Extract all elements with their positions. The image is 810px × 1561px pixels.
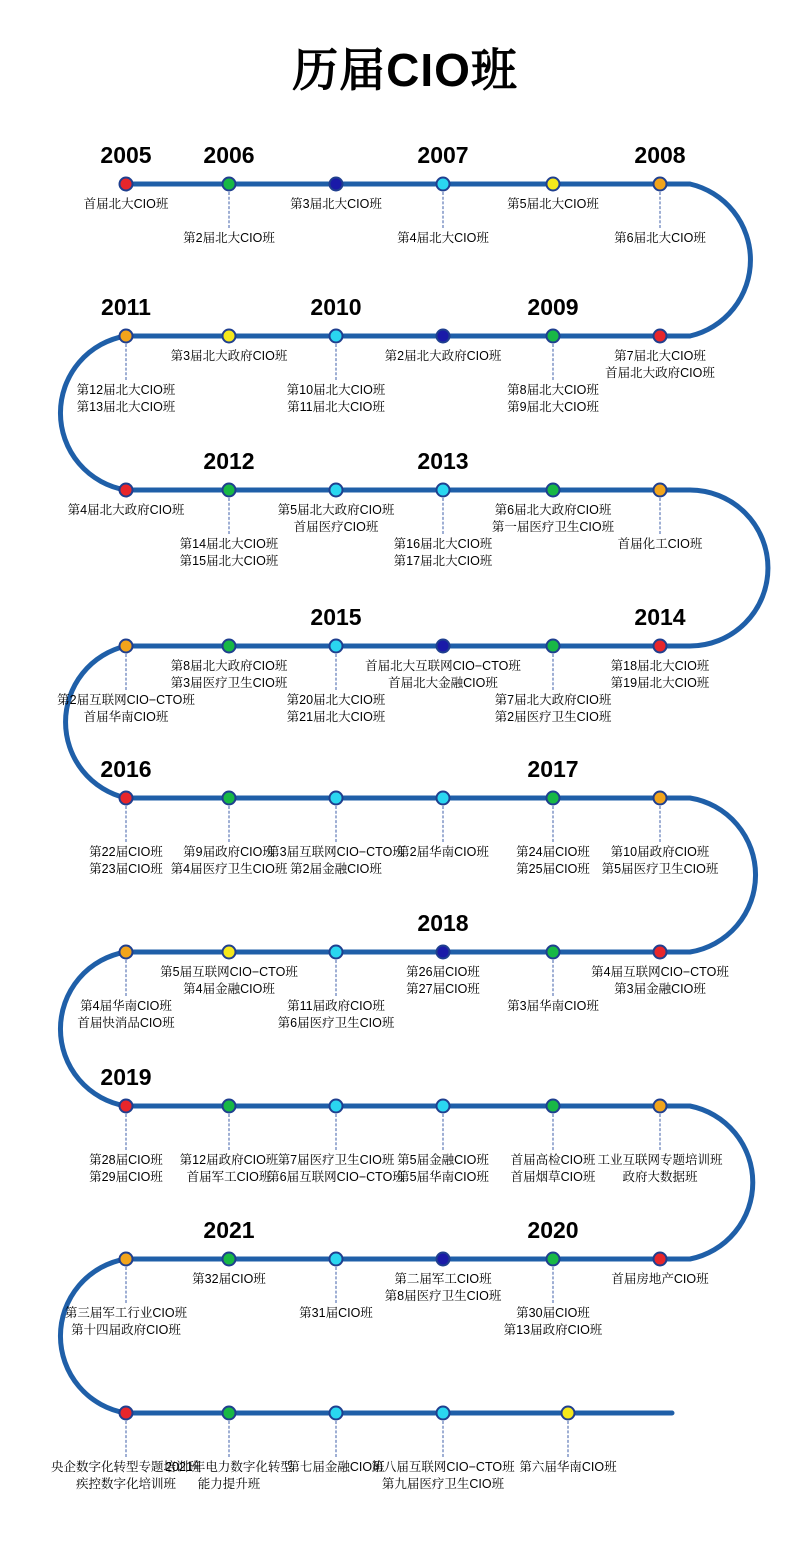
timeline-node-dot[interactable] xyxy=(119,177,134,192)
timeline-node-dot[interactable] xyxy=(436,791,451,806)
timeline-node-label: 央企数字化转型专题培训班 疾控数字化培训班 xyxy=(50,1460,202,1491)
year-label: 2011 xyxy=(101,294,151,320)
year-label: 2014 xyxy=(634,604,686,630)
timeline-node-label: 第4届北大CIO班 xyxy=(397,231,489,245)
timeline-node-label: 第2届华南CIO班 xyxy=(397,845,489,859)
timeline-node-dot[interactable] xyxy=(222,177,237,192)
timeline-node-dot[interactable] xyxy=(222,1099,237,1114)
timeline-node-label: 第10届政府CIO班 第5届医疗卫生CIO班 xyxy=(601,845,719,876)
timeline-node-dot[interactable] xyxy=(222,791,237,806)
timeline-node-label: 第六届华南CIO班 xyxy=(519,1460,617,1474)
timeline-node-dot[interactable] xyxy=(119,1406,134,1421)
timeline-node-dot[interactable] xyxy=(436,1252,451,1267)
timeline-node-dot[interactable] xyxy=(653,945,668,960)
timeline-node-dot[interactable] xyxy=(222,1406,237,1421)
timeline-node-dot[interactable] xyxy=(546,1099,561,1114)
year-label: 2017 xyxy=(527,756,579,782)
timeline-node-label: 首届房地产CIO班 xyxy=(611,1272,709,1286)
timeline-node-dot[interactable] xyxy=(222,329,237,344)
timeline-node-dot[interactable] xyxy=(561,1406,576,1421)
timeline-node-dot[interactable] xyxy=(546,1252,561,1267)
timeline-node-label: 第12届北大CIO班 第13届北大CIO班 xyxy=(76,383,176,414)
connector-dash xyxy=(336,344,337,380)
timeline-node-label: 第31届CIO班 xyxy=(299,1306,373,1320)
year-label: 2008 xyxy=(634,142,686,168)
connector-dash xyxy=(336,960,337,996)
timeline-node-label: 第32届CIO班 xyxy=(192,1272,266,1286)
timeline-node-dot[interactable] xyxy=(436,639,451,654)
timeline-node-label: 第20届北大CIO班 第21届北大CIO班 xyxy=(286,693,386,724)
timeline-node-dot[interactable] xyxy=(329,177,344,192)
timeline-node-dot[interactable] xyxy=(119,329,134,344)
connector-dash xyxy=(126,654,127,690)
timeline-node-dot[interactable] xyxy=(653,177,668,192)
connector-dash xyxy=(660,806,661,842)
connector-dash xyxy=(553,960,554,996)
timeline-node-dot[interactable] xyxy=(653,483,668,498)
timeline-node-label: 第10届北大CIO班 第11届北大CIO班 xyxy=(286,383,386,414)
connector-dash xyxy=(126,344,127,380)
timeline-node-dot[interactable] xyxy=(329,1252,344,1267)
year-label: 2015 xyxy=(310,604,362,630)
timeline-node-label: 第4届互联网CIO−CTO班 第3届金融CIO班 xyxy=(591,965,729,996)
year-label: 2007 xyxy=(417,142,469,168)
timeline-node-label: 首届高检CIO班 首届烟草CIO班 xyxy=(510,1153,596,1184)
timeline-node-dot[interactable] xyxy=(653,1099,668,1114)
timeline-node-label: 第二届军工CIO班 第8届医疗卫生CIO班 xyxy=(384,1272,502,1303)
connector-dash xyxy=(553,654,554,690)
timeline-node-label: 第2届北大政府CIO班 xyxy=(384,349,502,363)
timeline-node-dot[interactable] xyxy=(546,639,561,654)
timeline-node-dot[interactable] xyxy=(436,329,451,344)
timeline-node-dot[interactable] xyxy=(119,1252,134,1267)
connector-dash xyxy=(553,1267,554,1303)
timeline-node-dot[interactable] xyxy=(119,945,134,960)
connector-dash xyxy=(660,192,661,228)
connector-dash xyxy=(553,806,554,842)
connector-dash xyxy=(229,806,230,842)
timeline-node-label: 首届北大CIO班 xyxy=(83,197,169,211)
timeline-node-dot[interactable] xyxy=(222,1252,237,1267)
timeline-node-label: 第八届互联网CIO−CTO班 第九届医疗卫生CIO班 xyxy=(371,1460,515,1491)
timeline-node-label: 第4届北大政府CIO班 xyxy=(67,503,185,517)
timeline-node-label: 第2届北大CIO班 xyxy=(183,231,275,245)
timeline-node-label: 第2届互联网CIO−CTO班 首届华南CIO班 xyxy=(57,693,195,724)
connector-dash xyxy=(126,1421,127,1457)
timeline-node-label: 第16届北大CIO班 第17届北大CIO班 xyxy=(393,537,493,568)
connector-dash xyxy=(126,1267,127,1303)
timeline-node-label: 第12届政府CIO班 首届军工CIO班 xyxy=(179,1153,279,1184)
timeline-node-label: 第24届CIO班 第25届CIO班 xyxy=(516,845,590,876)
timeline-node-label: 第5届北大政府CIO班 首届医疗CIO班 xyxy=(277,503,395,534)
timeline-node-dot[interactable] xyxy=(436,1406,451,1421)
timeline-node-label: 2021年电力数字化转型 能力提升班 xyxy=(165,1460,293,1491)
timeline-node-label: 第4届华南CIO班 首届快消品CIO班 xyxy=(77,999,175,1030)
timeline-node-label: 首届北大互联网CIO−CTO班 首届北大金融CIO班 xyxy=(365,659,521,690)
timeline-node-dot[interactable] xyxy=(329,329,344,344)
timeline-node-label: 第3届北大政府CIO班 xyxy=(170,349,288,363)
timeline-node-dot[interactable] xyxy=(546,483,561,498)
timeline-node-dot[interactable] xyxy=(329,1099,344,1114)
timeline-node-label: 工业互联网专题培训班 政府大数据班 xyxy=(597,1153,723,1184)
year-label: 2005 xyxy=(100,142,152,168)
timeline-node-label: 第26届CIO班 第27届CIO班 xyxy=(406,965,480,996)
timeline-node-dot[interactable] xyxy=(436,1099,451,1114)
connector-dash xyxy=(660,498,661,534)
timeline-node-dot[interactable] xyxy=(119,483,134,498)
year-label: 2013 xyxy=(417,448,469,474)
timeline-node-label: 第28届CIO班 第29届CIO班 xyxy=(89,1153,163,1184)
timeline-node-label: 第18届北大CIO班 第19届北大CIO班 xyxy=(610,659,710,690)
timeline-node-label: 第7届医疗卫生CIO班 第6届互联网CIO−CTO班 xyxy=(267,1153,405,1184)
connector-dash xyxy=(336,1421,337,1457)
timeline-node-dot[interactable] xyxy=(329,639,344,654)
timeline-node-label: 第8届北大CIO班 第9届北大CIO班 xyxy=(507,383,599,414)
connector-dash xyxy=(443,1114,444,1150)
page-title: 历届CIO班 xyxy=(292,44,518,96)
timeline-node-dot[interactable] xyxy=(329,483,344,498)
timeline-node-label: 第14届北大CIO班 第15届北大CIO班 xyxy=(179,537,279,568)
timeline-node-dot[interactable] xyxy=(653,329,668,344)
connector-dash xyxy=(126,806,127,842)
timeline-node-label: 第5届互联网CIO−CTO班 第4届金融CIO班 xyxy=(160,965,298,996)
connector-dash xyxy=(553,1114,554,1150)
timeline-node-label: 第22届CIO班 第23届CIO班 xyxy=(89,845,163,876)
year-label: 2006 xyxy=(203,142,255,168)
connector-dash xyxy=(443,806,444,842)
timeline-node-label: 第3届互联网CIO−CTO班 第2届金融CIO班 xyxy=(267,845,405,876)
timeline-node-label: 第3届北大CIO班 xyxy=(290,197,382,211)
timeline-node-label: 第11届政府CIO班 第6届医疗卫生CIO班 xyxy=(277,999,395,1030)
year-label: 2009 xyxy=(527,294,579,320)
timeline-node-dot[interactable] xyxy=(436,177,451,192)
year-label: 2012 xyxy=(203,448,255,474)
connector-dash xyxy=(336,1267,337,1303)
connector-dash xyxy=(443,192,444,228)
timeline-node-dot[interactable] xyxy=(329,1406,344,1421)
connector-dash xyxy=(336,654,337,690)
timeline-node-label: 第7届北大政府CIO班 第2届医疗卫生CIO班 xyxy=(494,693,612,724)
connector-dash xyxy=(660,1114,661,1150)
timeline-node-dot[interactable] xyxy=(329,945,344,960)
connector-dash xyxy=(336,806,337,842)
connector-dash xyxy=(229,498,230,534)
timeline-node-label: 第30届CIO班 第13届政府CIO班 xyxy=(503,1306,603,1337)
timeline-node-dot[interactable] xyxy=(222,483,237,498)
year-label: 2018 xyxy=(417,910,469,936)
connector-dash xyxy=(443,1421,444,1457)
timeline-node-dot[interactable] xyxy=(119,639,134,654)
connector-dash xyxy=(229,192,230,228)
year-label: 2019 xyxy=(100,1064,152,1090)
connector-dash xyxy=(553,344,554,380)
year-label: 2020 xyxy=(527,1217,579,1243)
connector-dash xyxy=(229,1421,230,1457)
timeline-node-label: 第9届政府CIO班 第4届医疗卫生CIO班 xyxy=(170,845,288,876)
timeline-node-dot[interactable] xyxy=(119,1099,134,1114)
timeline-node-label: 第七届金融CIO班 xyxy=(287,1460,385,1474)
timeline-node-dot[interactable] xyxy=(119,791,134,806)
connector-dash xyxy=(336,1114,337,1150)
timeline-node-dot[interactable] xyxy=(546,329,561,344)
timeline-node-dot[interactable] xyxy=(653,1252,668,1267)
timeline-node-dot[interactable] xyxy=(222,945,237,960)
timeline-node-label: 第6届北大政府CIO班 第一届医疗卫生CIO班 xyxy=(491,503,615,534)
timeline-node-label: 首届化工CIO班 xyxy=(617,537,703,551)
timeline-node-dot[interactable] xyxy=(653,639,668,654)
year-label: 2016 xyxy=(100,756,152,782)
timeline-node-dot[interactable] xyxy=(546,945,561,960)
timeline-node-label: 第3届华南CIO班 xyxy=(507,999,599,1013)
timeline-node-dot[interactable] xyxy=(436,483,451,498)
timeline-node-dot[interactable] xyxy=(653,791,668,806)
timeline-node-label: 第5届北大CIO班 xyxy=(507,197,599,211)
timeline-node-dot[interactable] xyxy=(546,177,561,192)
timeline-node-dot[interactable] xyxy=(546,791,561,806)
timeline-node-label: 第三届军工行业CIO班 第十四届政府CIO班 xyxy=(64,1306,188,1337)
connector-dash xyxy=(443,498,444,534)
connector-dash xyxy=(126,1114,127,1150)
year-label: 2021 xyxy=(203,1217,255,1243)
timeline-node-label: 第6届北大CIO班 xyxy=(614,231,706,245)
timeline-node-dot[interactable] xyxy=(436,945,451,960)
timeline-node-dot[interactable] xyxy=(222,639,237,654)
timeline-node-dot[interactable] xyxy=(329,791,344,806)
connector-dash xyxy=(568,1421,569,1457)
connector-dash xyxy=(229,1114,230,1150)
connector-dash xyxy=(126,960,127,996)
timeline-node-label: 第5届金融CIO班 第5届华南CIO班 xyxy=(397,1153,489,1184)
timeline-node-label: 第7届北大CIO班 首届北大政府CIO班 xyxy=(605,349,715,380)
year-label: 2010 xyxy=(310,294,362,320)
timeline-node-label: 第8届北大政府CIO班 第3届医疗卫生CIO班 xyxy=(170,659,288,690)
